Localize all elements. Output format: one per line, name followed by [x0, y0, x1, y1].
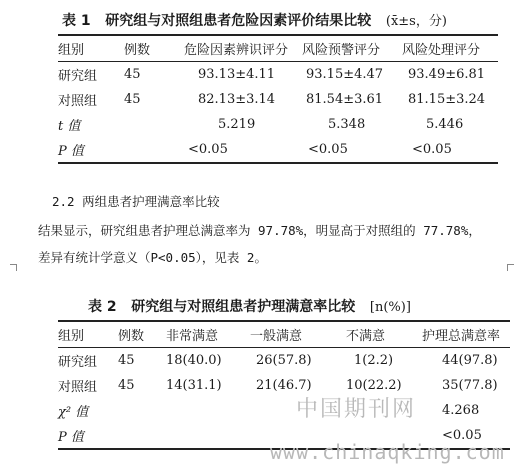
- table-cell: 26(57.8): [256, 353, 312, 368]
- table-cell: [166, 398, 242, 423]
- table-cell: 44(97.8): [442, 353, 498, 368]
- table-cell: 21(46.7): [256, 378, 312, 393]
- table2-caption-label: 表 2: [88, 299, 117, 315]
- table-cell: 5.446: [426, 117, 464, 132]
- table1-caption-label: 表 1: [62, 13, 91, 29]
- table-cell: [124, 137, 184, 163]
- table-row: [58, 137, 498, 163]
- table-cell: 4.268: [442, 403, 480, 418]
- table-row: [58, 62, 498, 88]
- table1-header-cell: 例数: [124, 35, 184, 62]
- table-row: [58, 87, 498, 112]
- table2: [58, 320, 510, 450]
- table1: [58, 34, 498, 164]
- table-cell: 81.15±3.24: [408, 92, 486, 107]
- table-cell: 研究组: [58, 355, 98, 370]
- table2-header-cell: 护理总满意率: [412, 321, 510, 348]
- table-cell: <0.05: [308, 142, 348, 157]
- table-cell: 5.219: [218, 117, 256, 132]
- table-row: [58, 112, 498, 137]
- table-cell: χ² 值: [58, 405, 89, 420]
- table-cell: [124, 112, 184, 137]
- paragraph-line: 差异有统计学意义（P<0.05），见表 2。: [38, 250, 267, 265]
- table-row: [58, 373, 510, 398]
- table-cell: 93.13±4.11: [198, 67, 276, 82]
- table-cell: 45: [124, 92, 141, 107]
- table2-caption-unit: [n(%)]: [369, 300, 411, 315]
- table-cell: 45: [124, 67, 141, 82]
- table-cell: 45: [118, 353, 135, 368]
- table-cell: t 值: [58, 119, 81, 134]
- table2-header-cell: 非常满意: [166, 321, 242, 348]
- table-cell: 5.348: [328, 117, 366, 132]
- table2-header-cell: 一般满意: [242, 321, 326, 348]
- table1-header-cell: 风险处理评分: [402, 35, 498, 62]
- table-cell: <0.05: [442, 428, 482, 443]
- table-cell: 18(40.0): [166, 353, 222, 368]
- table-cell: 45: [118, 378, 135, 393]
- watermark-url: www.chinaqking.com: [270, 440, 505, 464]
- table2-caption-title: 研究组与对照组患者护理满意率比较: [131, 299, 356, 315]
- table2-header-cell: 组别: [58, 321, 118, 348]
- table1-header-cell: 风险预警评分: [302, 35, 402, 62]
- table-cell: 对照组: [58, 94, 98, 109]
- table-cell: 对照组: [58, 380, 98, 395]
- table-cell: 研究组: [58, 69, 98, 84]
- watermark-title: 中国期刊网: [296, 397, 417, 422]
- table-cell: 10(22.2): [346, 378, 402, 393]
- table-row: [58, 398, 510, 423]
- section-heading: 2.2 两组患者护理满意率比较: [52, 194, 220, 209]
- table-cell: <0.05: [188, 142, 228, 157]
- table2-header-cell: 例数: [118, 321, 166, 348]
- paragraph-line: 结果显示，研究组患者护理总满意率为 97.78%，明显高于对照组的 77.78%，: [38, 223, 481, 238]
- table2-header-row: [58, 321, 510, 348]
- crop-mark: [507, 264, 514, 271]
- table-cell: 14(31.1): [166, 378, 222, 393]
- table2-caption: [88, 296, 411, 316]
- table-cell: [118, 398, 166, 423]
- table-row: [58, 348, 510, 374]
- table-cell: 35(77.8): [442, 378, 498, 393]
- table1-caption-title: 研究组与对照组患者危险因素评价结果比较: [105, 13, 372, 29]
- table-cell: 82.13±3.14: [198, 92, 276, 107]
- table1-caption: [62, 10, 447, 30]
- table1-header-cell: 危险因素辨识评分: [184, 35, 302, 62]
- table-cell: P 值: [58, 144, 84, 159]
- table-cell: 93.49±6.81: [408, 67, 486, 82]
- table-cell: <0.05: [412, 142, 452, 157]
- table-cell: [118, 423, 166, 449]
- table-cell: 93.15±4.47: [306, 67, 384, 82]
- table1-header-row: [58, 35, 498, 62]
- table1-header-cell: 组别: [58, 35, 124, 62]
- table-cell: 1(2.2): [354, 353, 394, 368]
- table-cell: [166, 423, 242, 449]
- table-cell: P 值: [58, 430, 84, 445]
- crop-mark: [10, 264, 17, 271]
- table2-header-cell: 不满意: [326, 321, 412, 348]
- table1-caption-unit: (x̄±s，分): [385, 14, 447, 29]
- table-cell: 81.54±3.61: [306, 92, 384, 107]
